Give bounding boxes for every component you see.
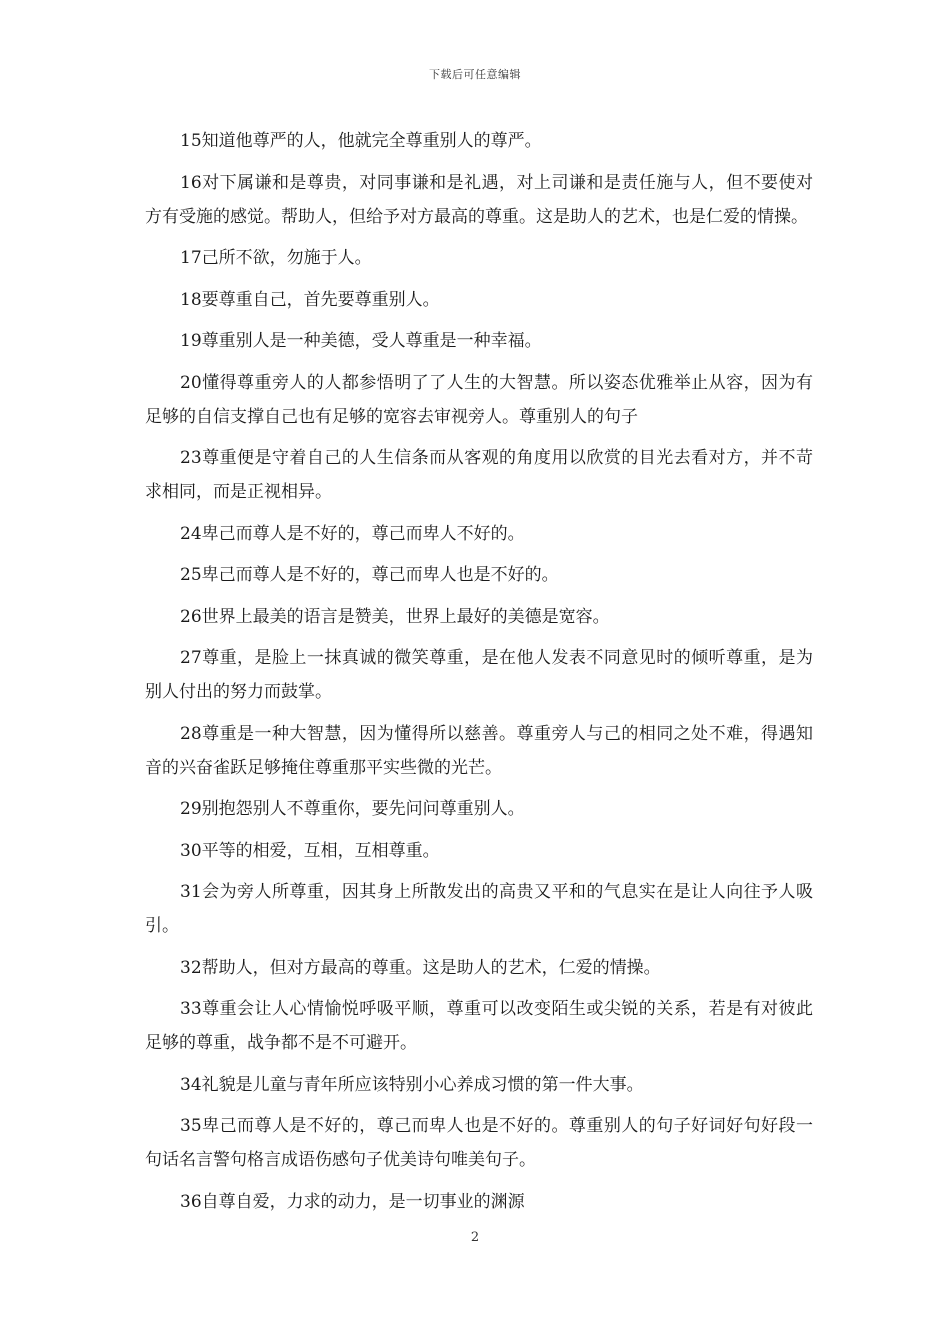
paragraph-29: 29别抱怨别人不尊重你，要先问问尊重别人。 xyxy=(180,799,525,819)
paragraph-24: 24卑己而尊人是不好的，尊己而卑人不好的。 xyxy=(180,523,525,544)
paragraph-34: 34礼貌是儿童与青年所应该特别小心养成习惯的第一件大事。 xyxy=(180,1074,644,1095)
page-header: 下载后可任意编辑 xyxy=(429,68,521,81)
paragraph-20: 20懂得尊重旁人的人都参悟明了了人生的大智慧。所以姿态优雅举止从容，因为有足够的自信支撑自己也有足够的宽容去审视旁人。尊重别人的句子 xyxy=(145,372,813,427)
paragraph-19: 19尊重别人是一种美德，受人尊重是一种幸福。 xyxy=(180,331,542,351)
paragraph-25: 25卑己而尊人是不好的，尊己而卑人也是不好的。 xyxy=(180,565,559,585)
paragraph-15: 15知道他尊严的人，他就完全尊重别人的尊严。 xyxy=(180,131,542,151)
paragraph-35: 35卑己而尊人是不好的，尊己而卑人也是不好的。尊重别人的句子好词好句好段一句话名言警句格言成语伤感句子优美诗句唯美句子。 xyxy=(145,1116,813,1170)
page-number: 2 xyxy=(470,1230,480,1245)
paragraph-26: 26世界上最美的语言是赞美，世界上最好的美德是宽容。 xyxy=(180,606,610,627)
paragraph-31: 31会为旁人所尊重，因其身上所散发出的高贵又平和的气息实在是让人向往予人吸引。 xyxy=(145,882,813,936)
paragraph-18: 18要尊重自己，首先要尊重别人。 xyxy=(180,289,440,310)
paragraph-17: 17己所不欲，勿施于人。 xyxy=(180,248,372,268)
paragraph-32: 32帮助人，但对方最高的尊重。这是助人的艺术，仁爱的情操。 xyxy=(180,957,661,978)
paragraph-27: 27尊重，是脸上一抹真诚的微笑尊重，是在他人发表不同意见时的倾听尊重，是为别人付出的努力而鼓掌。 xyxy=(145,648,813,702)
paragraph-28: 28尊重是一种大智慧，因为懂得所以慈善。尊重旁人与己的相同之处不难，得遇知音的兴奋雀跃足够掩住尊重那平实些微的光芒。 xyxy=(145,723,813,778)
paragraph-33: 33尊重会让人心情愉悦呼吸平顺，尊重可以改变陌生或尖锐的关系，若是有对彼此足够的尊重，战争都不是不可避开。 xyxy=(145,999,813,1053)
paragraph-16: 16对下属谦和是尊贵，对同事谦和是礼遇，对上司谦和是责任施与人，但不要使对方有受施的感觉。帮助人，但给予对方最高的尊重。这是助人的艺术，也是仁爱的情操。 xyxy=(145,172,813,227)
paragraph-23: 23尊重便是守着自己的人生信条而从客观的角度用以欣赏的目光去看对方，并不苛求相同，而是正视相异。 xyxy=(145,448,813,502)
paragraph-30: 30平等的相爱，互相，互相尊重。 xyxy=(180,840,440,861)
document-body xyxy=(145,124,813,1226)
paragraph-36: 36自尊自爱，力求的动力，是一切事业的渊源 xyxy=(180,1191,525,1212)
